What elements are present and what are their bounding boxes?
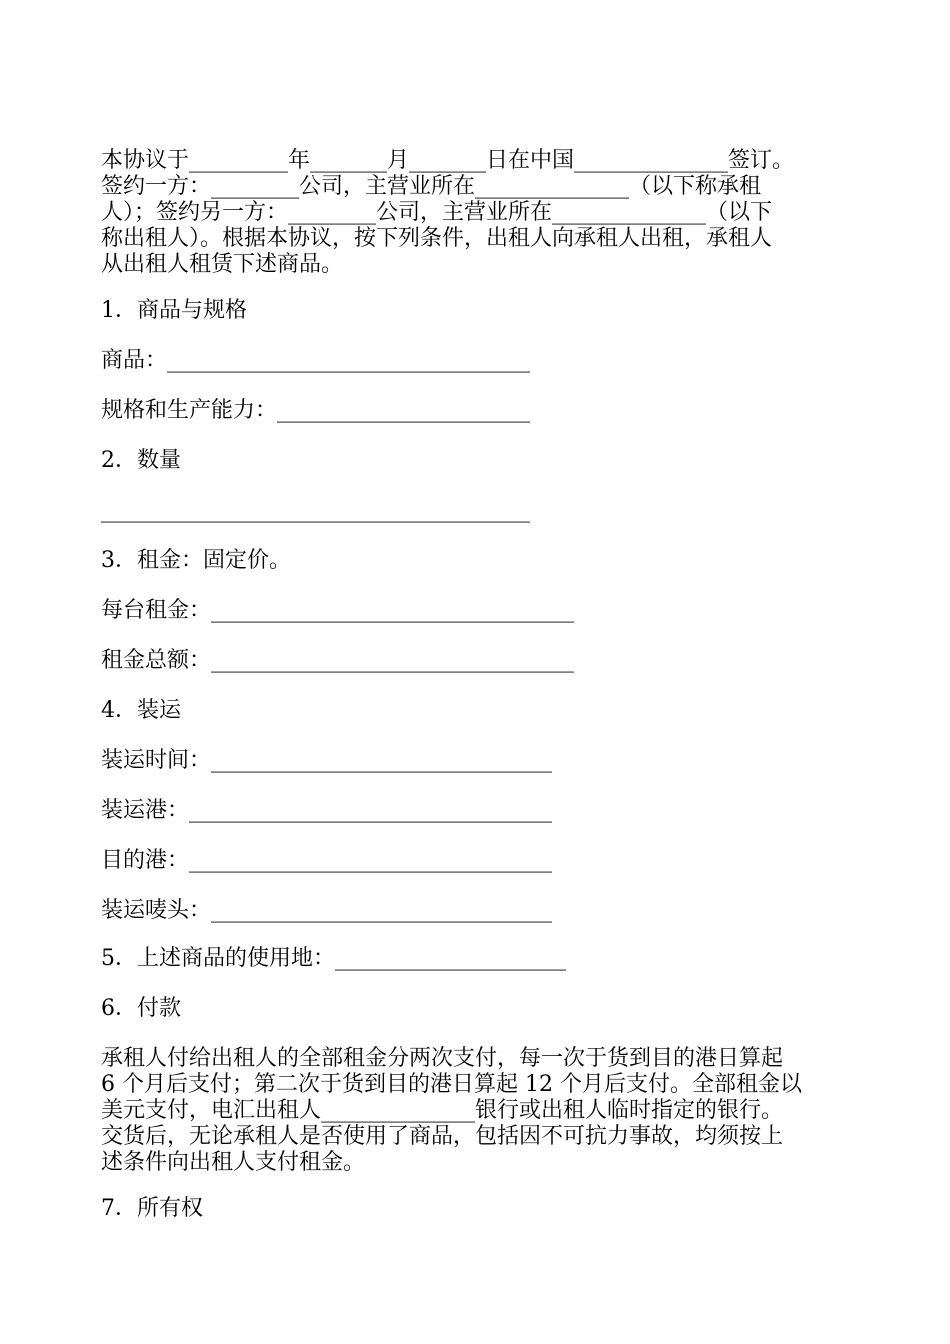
goods-field: 商品：_________________________________ [101,348,531,373]
section-1-title: 1．商品与规格 [101,298,247,323]
spec-capacity-field: 规格和生产能力：_______________________ [101,398,531,423]
section-5-title: 5．上述商品的使用地：_____________________ [101,946,566,971]
section-6-title: 6．付款 [101,996,181,1021]
payment-line: 6 个月后支付；第二次于货到目的港日算起 12 个月后支付。全部租金以 [101,1072,802,1097]
rent-total-field: 租金总额：_________________________________ [101,648,575,673]
payment-line: 承租人付给出租人的全部租金分两次支付，每一次于货到目的港日算起 [101,1046,784,1071]
payment-line: 交货后，无论承租人是否使用了商品，包括因不可抗力事故，均须按上 [101,1124,784,1149]
section-3-title: 3．租金：固定价。 [101,548,291,573]
port-of-destination-field: 目的港：_________________________________ [101,848,553,873]
section-2-title: 2．数量 [101,448,181,473]
intro-line: 人）；签约另一方：________公司，主营业所在______________（以下 [101,200,773,225]
quantity-field: _______________________________________ [101,498,530,523]
payment-paragraph [101,1046,853,1176]
intro-line: 从出租人租赁下述商品。 [101,252,344,277]
intro-line: 称出租人）。根据本协议，按下列条件，出租人向承租人出租，承租人 [101,226,773,251]
payment-line: 美元支付，电汇出租人______________银行或出租人临时指定的银行。 [101,1098,784,1123]
shipping-mark-field: 装运唛头：_______________________________ [101,898,553,923]
intro-line: 签约一方：________公司，主营业所在______________（以下称承租 [101,174,762,199]
section-7-title: 7．所有权 [101,1196,203,1221]
port-of-shipment-field: 装运港：_________________________________ [101,798,553,823]
intro-line: 本协议于_________年_______月_______日在中国______________签订。 [101,148,795,173]
payment-line: 述条件向出租人支付租金。 [101,1150,366,1175]
intro-paragraph [101,148,853,278]
shipment-time-field: 装运时间：_______________________________ [101,748,553,773]
section-4-title: 4．装运 [101,698,181,723]
rent-per-unit-field: 每台租金：_________________________________ [101,598,575,623]
